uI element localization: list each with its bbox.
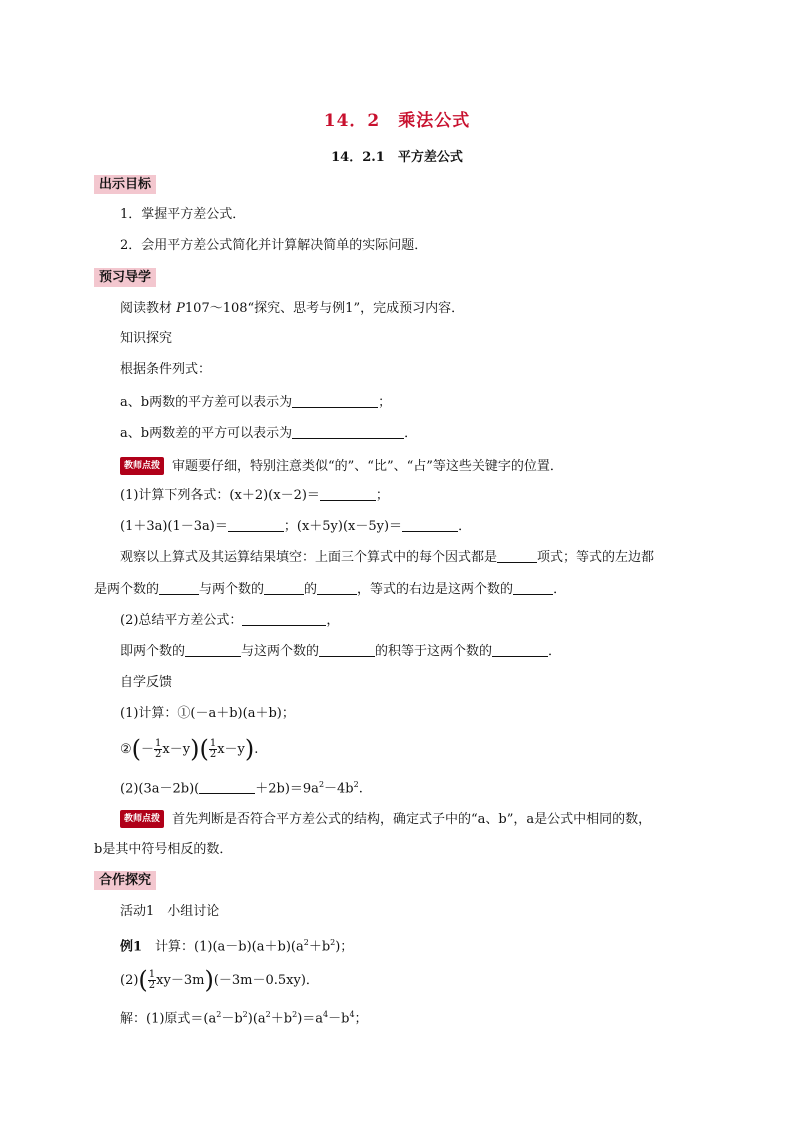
teacher-tip-2: 教师点拨 首先判断是否符合平方差公式的结构，确定式子中的“a、b”，a是公式中相同的数， xyxy=(120,810,651,828)
summary-means: 即两个数的 与这两个数的 的积等于这两个数的 ． xyxy=(120,644,562,659)
calc-1: (1)计算下列各式：(x＋2)(x－2)＝ ； xyxy=(120,488,389,503)
answer-blank[interactable] xyxy=(228,519,284,532)
knowledge-heading: 知识探究 xyxy=(120,331,173,346)
teacher-tip-1: 教师点拨 审题要仔细，特别注意类似“的”、“比”、“占”等这些关键字的位置． xyxy=(120,457,563,475)
example-1-part-2: (2)( $\frac{1}{2}$ xy－3m)(－3m－0.5xy)． xyxy=(120,966,319,994)
section-cooperate-header: 合作探究 xyxy=(94,871,156,890)
solution-line-1: 解：(1)原式$=(a^2-b^2)(a^2+b^2)=a^4-b^4$； xyxy=(120,1010,368,1027)
answer-blank[interactable] xyxy=(242,613,326,626)
answer-blank[interactable] xyxy=(402,519,458,532)
preview-intro: 阅读教材 P107～108“探究、思考与例1”，完成预习内容． xyxy=(120,301,465,316)
page-title: 14．2 乘法公式 xyxy=(323,111,471,131)
example-1: 例1 计算：$(1)(a-b)(a+b)(a^2+b^2)$； xyxy=(120,938,354,955)
activity-heading: 活动1 小组讨论 xyxy=(120,904,220,919)
question-1: a、b两数的平方差可以表示为 ； xyxy=(120,395,392,410)
answer-blank[interactable] xyxy=(513,582,553,595)
teacher-tip-2-cont: b是其中符号相反的数． xyxy=(94,842,233,857)
answer-blank[interactable] xyxy=(264,582,304,595)
goal-item-2: 2．会用平方差公式简化并计算解决简单的实际问题． xyxy=(120,238,428,253)
feedback-heading: 自学反馈 xyxy=(120,675,173,690)
feedback-item-1: (1)计算：①(－a＋b)(a＋b)； xyxy=(120,706,295,721)
answer-blank[interactable] xyxy=(199,781,255,794)
observe-line-1: 观察以上算式及其运算结果填空：上面三个算式中的每个因式都是 项式；等式的左边都 xyxy=(120,550,655,565)
section-preview-header: 预习导学 xyxy=(94,268,156,287)
question-2: a、b两数差的平方可以表示为 ． xyxy=(120,426,418,441)
section-goals-header: 出示目标 xyxy=(94,175,156,194)
answer-blank[interactable] xyxy=(292,426,404,439)
answer-blank[interactable] xyxy=(320,488,376,501)
feedback-item-2: ②(－ $\frac{1}{2}$ x－y)( $\frac{1}{2}$ x－y). xyxy=(120,735,259,763)
teacher-tip-badge: 教师点拨 xyxy=(120,457,164,475)
fraction: $\frac{1}{2}$ xyxy=(155,738,162,760)
page-subtitle: 14．2.1 平方差公式 xyxy=(331,150,463,165)
condition-text: 根据条件列式： xyxy=(120,362,212,377)
feedback-item-3: $(2)(3a-2b)( +2b)=9a^2-4b^2$. xyxy=(120,780,363,797)
fraction: $\frac{1}{2}$ xyxy=(209,738,217,760)
fraction: $\frac{1}{2}$ xyxy=(148,969,156,991)
answer-blank[interactable] xyxy=(292,395,378,408)
observe-line-2: 是两个数的 与两个数的 的 ，等式的右边是这两个数的 ． xyxy=(94,582,567,597)
answer-blank[interactable] xyxy=(317,582,357,595)
answer-blank[interactable] xyxy=(497,550,537,563)
answer-blank[interactable] xyxy=(492,644,548,657)
answer-blank[interactable] xyxy=(185,644,241,657)
goal-item-1: 1．掌握平方差公式． xyxy=(120,207,246,222)
answer-blank[interactable] xyxy=(159,582,199,595)
answer-blank[interactable] xyxy=(319,644,375,657)
summary-formula: (2)总结平方差公式： ， xyxy=(120,613,340,628)
calc-2: (1＋3a)(1－3a)＝ ；(x＋5y)(x－5y)＝ ． xyxy=(120,519,472,534)
teacher-tip-badge: 教师点拨 xyxy=(120,810,164,828)
